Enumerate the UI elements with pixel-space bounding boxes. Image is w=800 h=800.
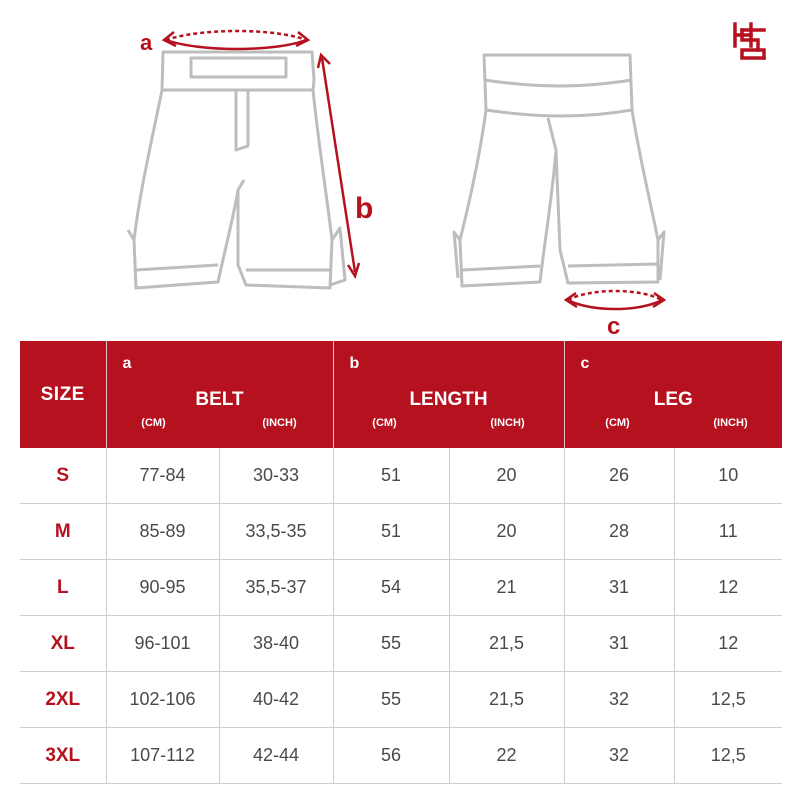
belt-inch-cell: 38-40 (219, 616, 333, 672)
size-cell: 3XL (20, 728, 106, 784)
leg-inch-cell: 11 (674, 504, 782, 560)
measure-c-arrow (566, 291, 664, 309)
leg-group-title: LEG (653, 389, 693, 410)
length-group-letter: b (349, 355, 360, 372)
belt-unit-cm: (CM) (141, 417, 166, 429)
belt-group-title: BELT (195, 389, 244, 410)
back-shorts-outline (454, 55, 664, 286)
leg-group-letter: c (580, 355, 590, 372)
leg-inch-cell: 12,5 (674, 672, 782, 728)
table-row (20, 616, 782, 672)
length-cm-cell: 55 (333, 672, 449, 728)
length-inch-cell: 21 (449, 560, 564, 616)
size-column-header: SIZE (20, 341, 106, 448)
length-cm-cell: 51 (333, 448, 449, 504)
length-unit-cm: (CM) (372, 417, 397, 429)
belt-unit-inch: (INCH) (262, 417, 297, 429)
belt-cm-cell: 107-112 (106, 728, 219, 784)
belt-cm-cell: 102-106 (106, 672, 219, 728)
leg-cm-cell: 32 (564, 728, 674, 784)
length-cm-cell: 55 (333, 616, 449, 672)
length-inch-cell: 20 (449, 448, 564, 504)
length-group-header (333, 341, 564, 448)
belt-cm-cell: 96-101 (106, 616, 219, 672)
length-inch-cell: 21,5 (449, 672, 564, 728)
length-cm-cell: 56 (333, 728, 449, 784)
length-inch-cell: 22 (449, 728, 564, 784)
measure-a-arrow (164, 31, 308, 49)
belt-cm-cell: 85-89 (106, 504, 219, 560)
leg-inch-cell: 12 (674, 560, 782, 616)
belt-inch-cell: 40-42 (219, 672, 333, 728)
size-cell: L (20, 560, 106, 616)
leg-group-header (564, 341, 782, 448)
size-cell: M (20, 504, 106, 560)
leg-cm-cell: 32 (564, 672, 674, 728)
leg-unit-cm: (CM) (605, 417, 630, 429)
table-header-row (20, 341, 782, 448)
leg-inch-cell: 10 (674, 448, 782, 504)
size-chart-table (20, 341, 782, 784)
length-group-title: LENGTH (409, 389, 488, 410)
leg-cm-cell: 28 (564, 504, 674, 560)
table-row (20, 504, 782, 560)
measure-b-label: b (355, 192, 374, 225)
length-cm-cell: 51 (333, 504, 449, 560)
belt-group-letter: a (122, 355, 132, 372)
table-row (20, 560, 782, 616)
leg-cm-cell: 31 (564, 560, 674, 616)
length-inch-cell: 20 (449, 504, 564, 560)
belt-inch-cell: 33,5-35 (219, 504, 333, 560)
length-inch-cell: 21,5 (449, 616, 564, 672)
leg-inch-cell: 12,5 (674, 728, 782, 784)
size-cell: S (20, 448, 106, 504)
length-unit-inch: (INCH) (490, 417, 525, 429)
leg-inch-cell: 12 (674, 616, 782, 672)
belt-inch-cell: 30-33 (219, 448, 333, 504)
measure-c-label: c (607, 313, 621, 340)
belt-group-header (106, 341, 333, 448)
leg-unit-inch: (INCH) (713, 417, 748, 429)
measure-a-label: a (140, 30, 153, 55)
leg-cm-cell: 26 (564, 448, 674, 504)
table-row (20, 728, 782, 784)
leg-cm-cell: 31 (564, 616, 674, 672)
belt-cm-cell: 90-95 (106, 560, 219, 616)
size-cell: 2XL (20, 672, 106, 728)
belt-cm-cell: 77-84 (106, 448, 219, 504)
belt-inch-cell: 35,5-37 (219, 560, 333, 616)
belt-inch-cell: 42-44 (219, 728, 333, 784)
table-row (20, 448, 782, 504)
brand-monogram-icon (728, 20, 768, 62)
size-cell: XL (20, 616, 106, 672)
length-cm-cell: 54 (333, 560, 449, 616)
front-shorts-outline (128, 52, 345, 288)
shorts-diagram (0, 0, 800, 340)
table-row (20, 672, 782, 728)
